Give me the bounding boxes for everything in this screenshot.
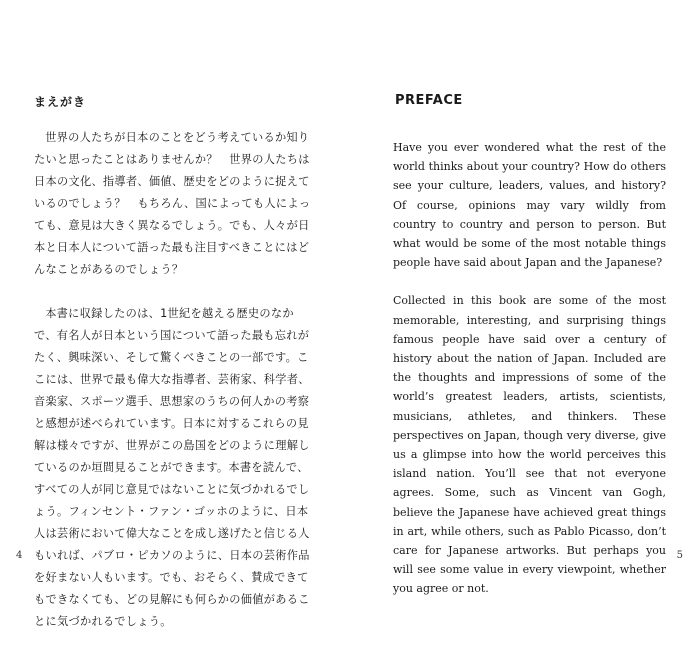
english-body [393,138,666,618]
japanese-body [34,127,316,655]
japanese-heading: まえがき [34,95,87,109]
english-paragraph: Have you ever wondered what the rest of the world thinks about your country? How do others see your culture, leaders, values, and history? Of course, opinions may vary wildly from country to country and person to person. But what would be some of the most notable things people have said about Japan and the Japanese? [393,141,666,270]
left-page [0,0,350,628]
japanese-paragraph: 世界の人たちが日本のことをどう考えているか知りたいと思ったことはありませんか？ 世界の人たちは日本の文化、指導者、価値、歴史をどのように捉えているのでしょう？ もちろん、国によっても人によっても、意見は大きく異なるでしょう。でも、人々が日本と日本人について語った最も注目すべきことにはどんなことがあるのでしょう？ [34,131,311,276]
page-number-right: 5 [676,550,683,561]
page-number-left: 4 [16,550,23,561]
right-page [350,0,700,596]
japanese-paragraph: 本書に収録したのは、1世紀を越える歴史のなかで、有名人が日本という国について語った最も忘れがたく、興味深い、そして驚くべきことの一部です。ここには、世界で最も偉大な指導者、芸術家、科学者、音楽家、スポーツ選手、思想家のうちの何人かの考察と感想が述べられています。日本に対するこれらの見解は様々ですが、世界がこの島国をどのように理解しているのか垣間見ることができます。本書を読んで、すべての人が同じ意見ではないことに気づかれるでしょう。フィンセント・ファン・ゴッホのように、日本人は芸術において偉大なことを成し遂げたと信じる人もいれば、パブロ・ピカソのように、日本の芸術作品を好まない人もいます。でも、おそらく、賛成できてもできなくても、どの見解にも何らかの価値があることに気づかれるでしょう。 [34,307,310,628]
english-paragraph: Collected in this book are some of the most memorable, interesting, and surprising things famous people have said over a century of history about the nation of Japan. Included are the thoughts and impressions of some of the world’s greatest leaders, artists, scientists, musicians, athletes, and thinkers. These perspectives on Japan, though very diverse, give us a glimpse into how the world perceives this island nation. You’ll see that not everyone agrees. Some, such as Vincent van Gogh, believe the Japanese have achieved great things in art, while others, such as Pablo Picasso, don’t care for Japanese artworks. But perhaps you will see some value in every viewpoint, whether you agree or not. [393,294,666,596]
english-heading: PREFACE [395,93,463,108]
